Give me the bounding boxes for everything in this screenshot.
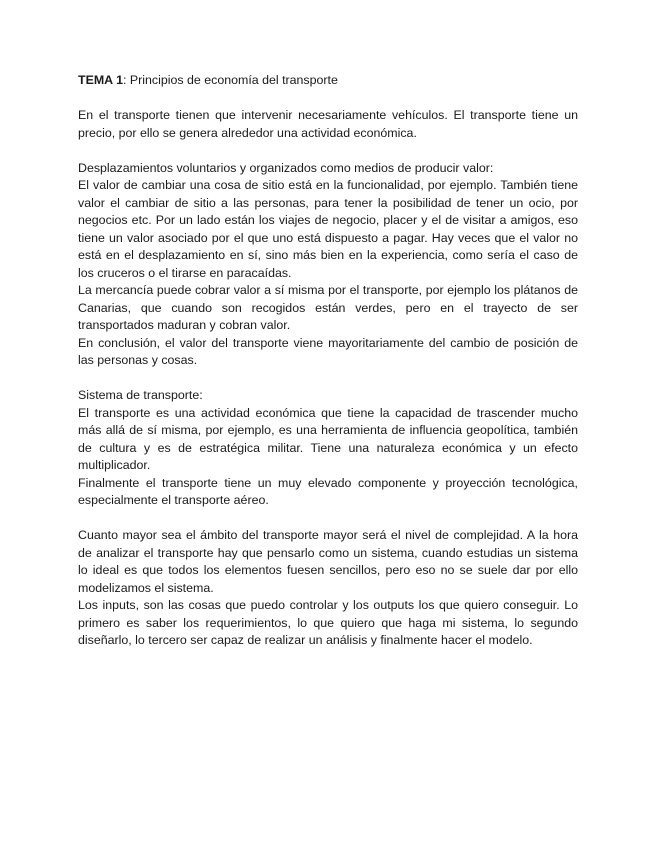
paragraph: En el transporte tienen que intervenir necesariamente vehículos. El transporte tiene un precio, por ello se genera alrededor una actividad económica. <box>78 108 578 140</box>
document-title <box>78 72 578 90</box>
paragraph: Los inputs, son las cosas que puedo controlar y los outputs los que quiero conseguir. Lo primero es saber los requerimientos, lo que quiero que haga mi sistema, lo segundo diseñarlo, lo tercero ser capaz de realizar un análisis y finalmente hacer el modelo. <box>78 598 578 647</box>
paragraph: Cuanto mayor sea el ámbito del transporte mayor será el nivel de complejidad. A la hora de analizar el transporte hay que pensarlo como un sistema, cuando estudias un sistema lo ideal es que todos los elementos fuesen sencillos, pero eso no se suele dar por ello modelizamos el sistema. <box>78 528 578 595</box>
paragraph: La mercancía puede cobrar valor a sí misma por el transporte, por ejemplo los plátanos de Canarias, que cuando son recogidos están verdes, pero en el trayecto de ser transportados maduran y cobran valor. <box>78 283 578 332</box>
title-rest: : Principios de economía del transporte <box>122 73 338 87</box>
section-complejidad <box>78 527 578 650</box>
title-bold: TEMA 1 <box>78 73 123 87</box>
section-gap <box>78 370 578 388</box>
section-gap <box>78 510 578 528</box>
document-page <box>78 72 578 650</box>
section-gap <box>78 142 578 160</box>
section-heading: Desplazamientos voluntarios y organizados como medios de producir valor: <box>78 160 494 175</box>
section-intro <box>78 107 578 142</box>
paragraph: En conclusión, el valor del transporte viene mayoritariamente del cambio de posición de las personas y cosas. <box>78 335 578 367</box>
section-valor <box>78 160 578 370</box>
section-heading: Sistema de transporte: <box>78 388 203 402</box>
section-sistema <box>78 387 578 510</box>
paragraph: Finalmente el transporte tiene un muy elevado componente y proyección tecnológica, especialmente el transporte aéreo. <box>78 475 578 507</box>
paragraph: El valor de cambiar una cosa de sitio está en la funcionalidad, por ejemplo. También tiene valor el cambiar de sitio a las personas, para tener la posibilidad de tener un ocio, por negocios etc. Por un lado están los viajes de negocio, placer y el de visitar a amigos, eso tiene un valor asociado por el que uno está dispuesto a pagar. Hay veces que el valor no está en el desplazamiento en sí, sino más bien en la experiencia, como sería el caso de los cruceros o el tirarse en paracaídas. <box>78 178 578 280</box>
paragraph: El transporte es una actividad económica que tiene la capacidad de trascender mucho más allá de sí misma, por ejemplo, es una herramienta de influencia geopolítica, también de cultura y es de estratégica militar. Tiene una naturaleza económica y un efecto multiplicador. <box>78 405 578 472</box>
